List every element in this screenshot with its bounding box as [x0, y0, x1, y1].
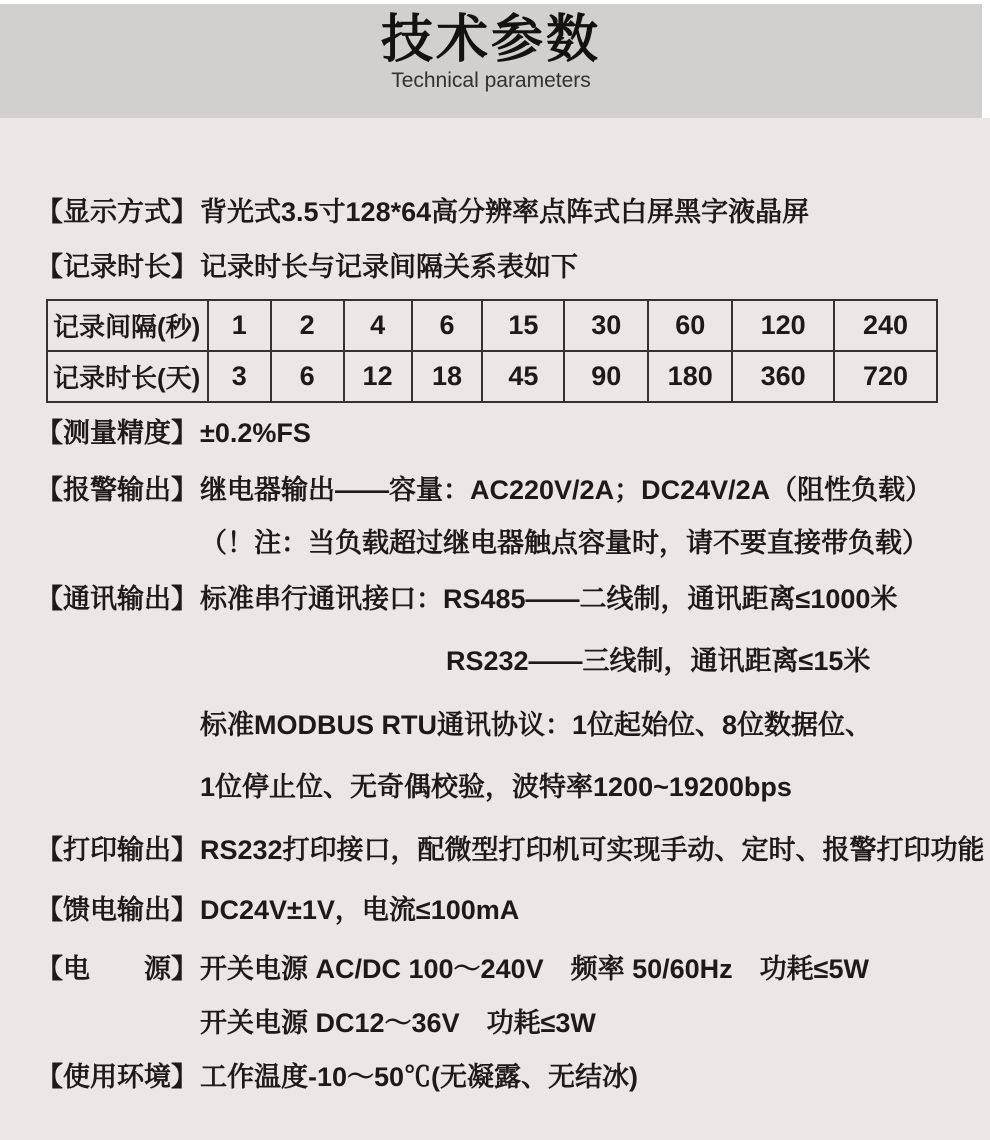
spec-text: DC24V±1V，电流≤100mA — [200, 895, 520, 925]
spec-text: 背光式3.5寸128*64高分辨率点阵式白屏黑字液晶屏 — [200, 197, 810, 227]
spec-label: 【显示方式】 — [36, 197, 198, 227]
header-band — [0, 4, 982, 118]
table-cell: 1 — [208, 300, 271, 351]
spec-text: 记录时长与记录间隔关系表如下 — [200, 252, 578, 282]
spec-row-feed-output — [36, 892, 519, 928]
table-header-interval: 记录间隔(秒) — [47, 300, 208, 351]
spec-row-record-duration — [36, 249, 578, 285]
spec-label: 【记录时长】 — [36, 252, 198, 282]
spec-row-comm-rs232 — [36, 643, 870, 679]
spec-label: 【通讯输出】 — [36, 584, 198, 614]
record-interval-table — [46, 299, 938, 403]
table-cell: 12 — [344, 351, 412, 402]
table-cell: 30 — [564, 300, 648, 351]
table-cell: 180 — [648, 351, 732, 402]
spec-text: 标准串行通讯接口：RS485——二线制，通讯距离≤1000米 — [200, 584, 898, 614]
table-cell: 45 — [482, 351, 564, 402]
table-cell: 3 — [208, 351, 271, 402]
spec-row-accuracy — [36, 415, 311, 451]
spec-text: 继电器输出——容量：AC220V/2A；DC24V/2A（阻性负载） — [200, 475, 933, 505]
spec-label: 【使用环境】 — [36, 1062, 198, 1092]
table-cell: 4 — [344, 300, 412, 351]
spec-label: 【电 源】 — [36, 954, 198, 984]
spec-text: RS232打印接口，配微型打印机可实现手动、定时、报警打印功能 — [200, 835, 985, 865]
table-cell: 90 — [564, 351, 648, 402]
spec-row-comm-modbus — [36, 707, 872, 743]
spec-text: 标准MODBUS RTU通讯协议：1位起始位、8位数据位、 — [200, 710, 873, 740]
spec-text: 工作温度-10～50℃(无凝露、无结冰) — [200, 1062, 639, 1092]
page-title: 技术参数 — [380, 11, 601, 69]
spec-row-alarm-note — [36, 525, 929, 561]
spec-label: 【馈电输出】 — [36, 895, 198, 925]
table-cell: 120 — [732, 300, 834, 351]
table-row-interval — [47, 300, 937, 351]
spec-row-display-mode — [36, 194, 809, 230]
spec-text: （！注：当负载超过继电器触点容量时，请不要直接带负载） — [200, 528, 929, 558]
table-cell: 240 — [834, 300, 937, 351]
table-cell: 360 — [732, 351, 834, 402]
band-right-white-gap — [982, 4, 990, 118]
spec-text: 开关电源 AC/DC 100～240V 频率 50/60Hz 功耗≤5W — [200, 954, 869, 984]
spec-label: 【报警输出】 — [36, 475, 198, 505]
spec-row-environment — [36, 1059, 638, 1095]
table-cell: 18 — [412, 351, 483, 402]
spec-row-comm-output — [36, 581, 897, 617]
table-cell: 60 — [648, 300, 732, 351]
table-cell: 720 — [834, 351, 937, 402]
spec-label: 【打印输出】 — [36, 835, 198, 865]
table-header-duration: 记录时长(天) — [47, 351, 208, 402]
spec-row-print-output — [36, 832, 985, 868]
spec-text: RS232——三线制，通讯距离≤15米 — [446, 646, 871, 676]
page-subtitle: Technical parameters — [391, 69, 591, 92]
spec-text: 1位停止位、无奇偶校验，波特率1200~19200bps — [200, 772, 792, 802]
spec-row-comm-baud — [36, 769, 792, 805]
spec-label: 【测量精度】 — [36, 418, 198, 448]
table-row-duration — [47, 351, 937, 402]
table-cell: 2 — [271, 300, 344, 351]
spec-row-alarm-output — [36, 472, 932, 508]
spec-text: 开关电源 DC12～36V 功耗≤3W — [200, 1008, 596, 1038]
table-cell: 6 — [412, 300, 483, 351]
spec-row-power-dc — [36, 1005, 596, 1041]
spec-row-power-ac — [36, 951, 869, 987]
spec-text: ±0.2%FS — [200, 418, 311, 448]
table-cell: 6 — [271, 351, 344, 402]
table-cell: 15 — [482, 300, 564, 351]
